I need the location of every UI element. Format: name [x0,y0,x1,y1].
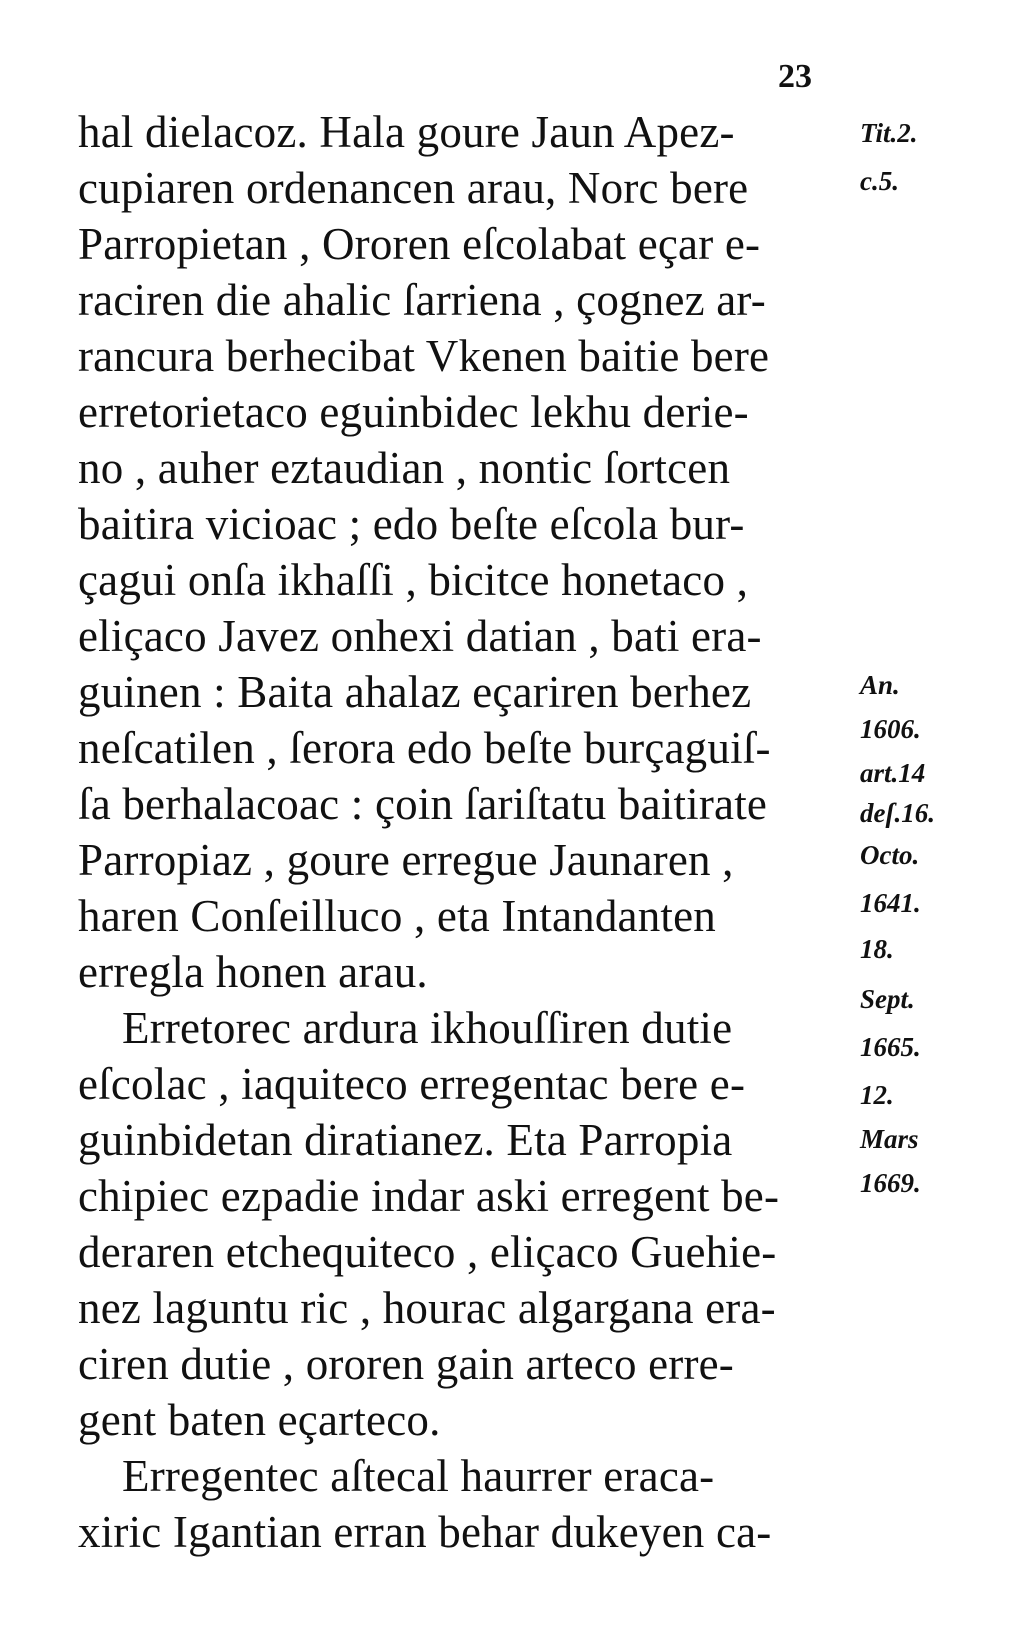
text-line: hal dielacoz. Hala goure Jaun Apez- [78,107,735,157]
text-line: çagui onſa ikhaſſi , bicitce honetaco , [78,555,749,605]
text-line: ciren dutie , ororen gain arteco erre- [78,1339,734,1389]
text-line: rancura berhecibat Vkenen baitie bere [78,331,770,381]
text-line: eliçaco Javez onhexi datian , bati era- [78,611,762,661]
margin-note: 1665. [860,1032,921,1062]
text-line: ſa berhalacoac : çoin ſariſtatu baitirate [78,779,768,829]
text-line: erretorietaco eguinbidec lekhu derie- [78,387,749,437]
margin-note: Sept. [860,984,915,1014]
text-line: cupiaren ordenancen arau, Norc bere [78,163,749,213]
margin-note: deſ.16. [860,798,935,828]
text-line: nez laguntu ric , hourac algargana era- [78,1283,776,1333]
margin-note: art.14 [860,758,926,788]
text-line: chipiec ezpadie indar aski erregent be- [78,1171,780,1221]
margin-note: 1606. [860,714,921,744]
text-line: Parropiaz , goure erregue Jaunaren , [78,835,734,885]
text-line: haren Conſeilluco , eta Intandanten [78,891,717,941]
page-number: 23 [778,58,812,95]
text-line: Erretorec ardura ikhouſſiren dutie [122,1003,733,1053]
margin-note: 18. [860,934,894,964]
text-line: Erregentec aſtecal haurrer eraca- [122,1451,715,1501]
margin-note: 1669. [860,1168,921,1198]
text-line: eſcolac , iaquiteco erregentac bere e- [78,1059,746,1109]
margin-note: Tit.2. [860,118,918,148]
text-line: gent baten eçarteco. [78,1395,441,1445]
text-line: raciren die ahalic ſarriena , çognez ar- [78,275,766,325]
margin-note: An. [860,670,900,700]
text-line: xiric Igantian erran behar dukeyen ca- [78,1507,772,1557]
margin-note: 1641. [860,888,921,918]
text-line: erregla honen arau. [78,947,428,997]
margin-note: Octo. [860,840,920,870]
text-line: no , auher eztaudian , nontic ſortcen [78,443,731,493]
margin-note: Mars [860,1124,919,1154]
text-line: guinbidetan diratianez. Eta Parropia [78,1115,733,1165]
text-line: neſcatilen , ſerora edo beſte burçaguiſ- [78,723,771,773]
text-line: Parropietan , Ororen eſcolabat eçar e- [78,219,761,269]
text-line: guinen : Baita ahalaz eçariren berhez [78,667,752,717]
margin-note: c.5. [860,166,899,196]
text-line: baitira vicioac ; edo beſte eſcola bur- [78,499,745,549]
margin-note: 12. [860,1080,894,1110]
text-line: deraren etchequiteco , eliçaco Guehie- [78,1227,777,1277]
